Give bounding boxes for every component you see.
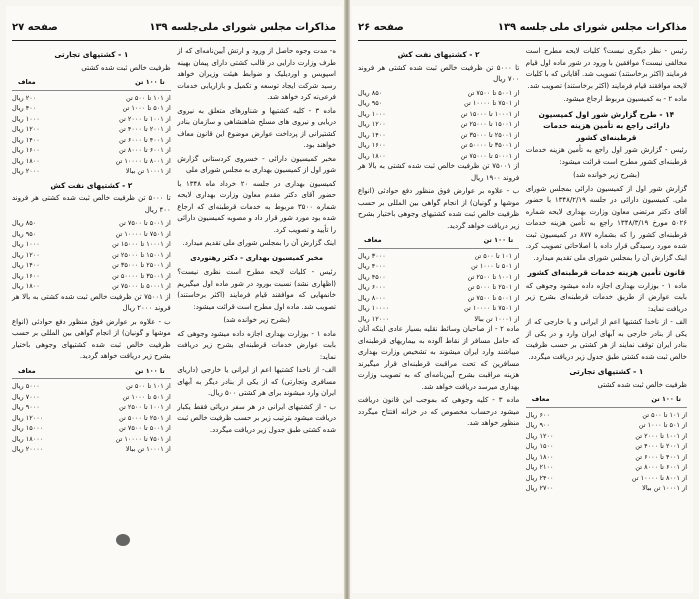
paragraph: ب - از کشتیهای ایرانی در هر سفر دریائی فقط یکبار دریافت میشود بترتیب زیر بر حسب ظرفیت خالص ثبت شده کشتی طبق جدول زیر دریافت میگردد.: [177, 402, 336, 434]
table-row: [12, 239, 171, 250]
session-number: جلسه ۱۳۹: [149, 22, 199, 33]
table-row: [526, 431, 687, 442]
text-column: [177, 46, 336, 589]
table-cell-range: از ۱۰۰۱ تا ۲۰۰۰ تن: [119, 114, 171, 123]
table-cell-range: تا ۱۰۰ تن: [483, 236, 514, 244]
table-cell-value: ۲۰۰ ریال: [12, 93, 37, 102]
paragraph: ظرفیت خالص ثبت شده کشتی: [597, 380, 687, 389]
table-cell-value: ۳۰۰۰ ریال: [358, 251, 386, 260]
section-heading: ۱ - کشتیهای تجارتی: [54, 50, 129, 59]
table-row: [358, 293, 519, 304]
table-header-row: [12, 76, 171, 91]
table-cell-range: از ۵۰۱ تا ۱۰۰۰ تن: [122, 104, 171, 112]
table-row: [12, 135, 171, 146]
paragraph: ب - علاوه بر عوارض فوق منظور دفع حوادثی (انواع موشها و گونیان) از انجام گواهی بین المللی بر حسب ظرفیت خالص ثبت شده کشتیهای وجوهی باختیار بشرح زیر دریافت خواهد گردید.: [12, 317, 171, 360]
paragraph: ماده ۱ - بوزارت بهداری اجازه داده میشود وجوهی که بابت عوارض خدمات قرطبنه‌ای بشرح زیر دریافت نماید:: [177, 329, 336, 361]
header-rule: [12, 40, 336, 41]
table-cell-range: از ۱۵۰۰۱ تا ۲۵۰۰۰ تن: [460, 120, 520, 128]
table-cell-range: از ۱۰۰۱ تا ۲۵۰۰ تن: [119, 403, 171, 411]
table-row: [12, 166, 171, 177]
table-cell-range: از ۱۰۰۱ تا ۲۰۰۰ تن: [635, 431, 687, 440]
table-cell-value: ۱۸۰۰ ریال: [358, 151, 386, 160]
table-row: [12, 145, 171, 156]
table-cell-value: ۹۰۰ ریال: [525, 421, 550, 429]
paragraph: رئیس - گزارش شور اول راجع به تأمین هزینه خدمات قرطبنه‌ای کشور مطرح است قرائت میشود:: [525, 146, 687, 166]
ink-stain: [116, 534, 130, 546]
book-gutter: [344, 0, 350, 599]
table-cell-range: از ۱۰۰۰۱ تن ببالا: [642, 484, 687, 492]
table-cell-value: ۸۵۰ ریال: [12, 219, 37, 227]
table-cell-range: تا ۱۰۰ تن: [135, 366, 165, 375]
page-header: [358, 22, 687, 38]
table-row: [12, 124, 171, 135]
table-cell-value: ۱۲۰۰۰ ریال: [12, 413, 44, 422]
table-row: [12, 260, 171, 271]
centered-note: (بشرح زیر خوانده شد): [223, 316, 290, 324]
table-row: [526, 473, 687, 484]
table-cell-value: ۶۰۰۰ ریال: [358, 283, 386, 291]
table-cell-value: ۵۰۰۰ ریال: [12, 382, 40, 390]
table-row: [358, 140, 519, 151]
table-cell-value: ۱۲۰۰۰ ریال: [358, 314, 390, 323]
table-cell-range: از ۲۵۰۱ تا ۵۰۰۰ تن: [467, 283, 520, 291]
table-row: [526, 441, 687, 452]
left-page: [6, 6, 342, 593]
table-cell-range: از ۲۵۰۰۱ تا ۳۵۰۰۰ تن: [112, 261, 171, 269]
text-columns: [358, 46, 687, 589]
table-cell-value: ۱۴۰۰ ریال: [12, 261, 40, 269]
table-cell-range: از ۳۵۰۰۱ تا ۵۰۰۰۰ تن: [112, 271, 171, 280]
section-heading: قانون تأمین هزینه خدمات قرطبنه‌ای کشور: [527, 268, 686, 277]
table-cell-value: ۲۱۰۰ ریال: [525, 463, 554, 471]
paragraph: کمیسیون بهداری در جلسه ۲۰ خرداد ماه ۱۳۴۸ با حضور آقای دکتر مقدم معاون وزارت بهداری لایحه شماره ۳۵۰۰ مربوط به خدمات قرطبنه‌ای که ارجاع شده بود مورد شور قرار داد و مصوبه کمیسیون دارائی را تأیید و تصویب کرد.: [177, 179, 336, 234]
table-row: [12, 103, 171, 114]
table-cell-value: ۱۲۰۰ ریال: [358, 120, 386, 128]
table-cell-range: از ۵۰۰۱ تا ۷۵۰۰ تن: [467, 88, 520, 97]
table-cell-value: ۱۴۰۰ ریال: [358, 130, 386, 139]
section-heading: ۲ - کشتیهای نفت کش: [397, 50, 480, 59]
table-row: [12, 114, 171, 125]
table-cell-value: معاف: [364, 236, 382, 244]
table-cell-value: ۱۶۰۰ ریال: [12, 271, 40, 280]
paragraph: ماده ۲ - از صاحبان وسائط نقلیه بسیار عادی اینکه آنان که حامل مسافر از نقاط آلوده به بیماریهای قرطبنه‌ای میباشند وارد ایران میشوند به تشخیص وزارت بهداری مسافرین که تحت مراقبت قرطبنه‌ای قرار میگیرند هزینه مراقبت بشرح آیین‌نامه‌ای که به تصویب وزارت بهداری میرسد دریافت خواهد شد.: [358, 325, 520, 391]
table-row: [12, 434, 171, 445]
paragraph: ب - علاوه بر عوارض فوق منظور دفع حوادثی (انواع موشها و گونیان) از انجام گواهی بین المللی بر حسب ظرفیت خالص ثبت شده کشتیهای وجوهی باختیار بشرح زیر دریافت خواهد گردید.: [358, 187, 520, 230]
paragraph: اینک گزارش آن را بمجلس شورای ملی تقدیم میدارد.: [182, 239, 336, 247]
table-cell-range: از ۷۵۰۱ تا ۱۰۰۰۰ تن: [115, 434, 171, 443]
table-cell-value: ۱۰۰۰ ریال: [12, 240, 40, 248]
text-column: [358, 46, 519, 589]
table-cell-value: ۱۵۰۰ ریال: [525, 442, 554, 450]
table-cell-value: ۱۲۰۰ ریال: [12, 250, 40, 259]
table-row: [358, 151, 519, 162]
page-header: [12, 22, 336, 38]
table-cell-value: ۲۷۰۰ ریال: [525, 484, 554, 492]
table-row: [358, 109, 519, 120]
table-row: [358, 98, 519, 109]
text-column: [12, 46, 171, 589]
paragraph: الف - از ناخدا کشتیها اعم از ایرانی و یا خارجی که از یکی از بنادر خارجی به آبهای ایران وارد و در یکی از بنادر ایران توقف نمایند از هر کشتی بر حسب ظرفیت خالص ثبت شده کشتی طبق جدول زیر دریافت میگردد.: [525, 318, 687, 361]
paragraph: رئیس - کلیات لایحه مطرح است نظری نیست؟ (اظهاری نشد) نسبت بورود در شور ماده اول میگیریم خانمهایی که موافقند قیام فرمایند (اکثر برخاستند) تصویب شد. ماده اول مطرح است قرائت میشود:: [177, 268, 336, 311]
table-cell-range: از ۱۰۰۰۱ تن ببالا: [474, 314, 520, 323]
table-row: [12, 229, 171, 240]
table-row: [526, 452, 687, 463]
table-cell-value: ۸۰۰۰ ریال: [358, 293, 386, 302]
table-cell-range: از ۶۰۰۱ تا ۸۰۰۰ تن: [635, 463, 687, 471]
table-cell-range: از ۶۰۰۱ تا ۸۰۰۰ تن: [119, 146, 171, 154]
table-cell-value: ۱۰۰۰ ریال: [12, 114, 40, 123]
table-row: [358, 261, 519, 272]
table-row: [12, 413, 171, 424]
table-row: [358, 282, 519, 293]
table-cell-value: ۲۴۰۰ ریال: [525, 473, 554, 482]
page-number: صفحه ۲۷: [12, 22, 58, 33]
table-cell-range: از ۷۵۰۱ تا ۱۰۰۰۰ تن: [464, 304, 520, 312]
paragraph: تا ۵۰۰۰ تن ظرفیت خالص ثبت شده کشتی هر فروند ۷۰۰ ریال: [358, 63, 520, 83]
table-cell-range: تا ۱۰۰ تن: [135, 78, 165, 86]
table-cell-range: از ۱۰۰۰۱ تا ۱۵۰۰۰ تن: [460, 109, 520, 118]
table-row: [358, 251, 519, 262]
paragraph: مخبر کمیسیون دارائی - خسروی کردستانی گزارش شور اول از کمیسیون بهداری به مجلس شورای ملی: [177, 154, 336, 174]
table-row: [12, 250, 171, 261]
running-title: مذاکرات مجلس شورای ملی: [549, 22, 687, 33]
table-cell-range: از ۸۰۰۱ تا ۱۰۰۰۰ تن: [115, 156, 171, 165]
table-cell-value: معاف: [531, 395, 550, 403]
table-cell-value: ۱۰۰۰ ریال: [358, 109, 386, 118]
table-row: [526, 483, 687, 494]
paragraph: از ۷۵۰۰۱ تن ظرفیت خالص ثبت شده کشتی به بالا هر فروند ۱۹۰۰ ریال: [358, 162, 520, 182]
centered-note: (بشرح زیر خوانده شد): [573, 171, 640, 179]
table-cell-range: از ۱۰۱ تا ۵۰۰ تن: [642, 410, 687, 419]
table-cell-range: از ۵۰۰۱ تا ۷۵۰۰ تن: [119, 424, 171, 432]
paragraph: ماده ۳ - کلیه وجوهی که بموجب این قانون دریافت میشود درحساب مخصوص که در خزانه افتتاح میگردد منظور خواهد شد.: [358, 396, 520, 427]
table-cell-value: ۲۰۰۰ ریال: [12, 167, 40, 175]
table-row: [526, 462, 687, 473]
table-cell-range: از ۴۰۰۱ تا ۶۰۰۰ تن: [635, 452, 687, 461]
table-row: [358, 314, 519, 325]
table-cell-range: از ۲۵۰۰۱ تا ۳۵۰۰۰ تن: [460, 130, 520, 139]
table-cell-value: ۱۶۰۰ ریال: [12, 146, 40, 154]
table-row: [526, 410, 687, 421]
table-cell-value: ۴۰۰۰ ریال: [358, 262, 386, 270]
table-cell-range: از ۱۰۰۰۱ تن ببالا: [125, 445, 171, 453]
section-heading: ۱۴ - طرح گزارش شور اول کمیسیون دارائی راجع به تأمین هزینه خدمات قرطبنه‌ای کشور: [538, 109, 675, 142]
paragraph: ه- مدت وجوه حاصل از ورود و ارتش آیین‌نامه‌ای که از طرف وزارت دارایی در قالب کشتی دارای پیمان بهینه اسپویس و اوردیلیک و ضوابط هیئت وزیران خواهد رسید شرکت ایجاد توسعه و تکمیل و بازاریابی خدمات فرعی‌نه کرد خواهد شد.: [177, 47, 336, 101]
table-row: [12, 218, 171, 229]
table-cell-value: ۱۸۰۰ ریال: [525, 452, 554, 461]
paragraph: گزارش شور اول از کمیسیون دارائی بمجلس شورای ملی. کمیسیون دارائی در جلسه ۱۳۴۸/۲/۱۹ با حضور آقای دکتر مرتضی معاون وزارت بهداری لایحه شماره ۵۰۲۶ مورخ ۱۳۴۸/۳/۱۹ راجع به تأمین هزینه خدمات قرطبنه‌ای کشور را که بشماره ۸۷۷ در کمیسیون ثبت شده مورد رسیدگی قرار داده با اصلاحاتی تصویب کرد. اینک گزارش آن را بمجلس شورای ملی تقدیم میدارد.: [525, 184, 687, 262]
table-cell-range: از ۴۰۰۱ تا ۶۰۰۰ تن: [119, 135, 171, 144]
table-cell-value: معاف: [18, 78, 36, 86]
table-cell-value: ۲۰۰۰۰ ریال: [12, 445, 44, 453]
paragraph: از ۷۵۰۰۱ تن ظرفیت خالص ثبت شده کشتی به بالا هر فروند ۲۰۰۰ ریال: [12, 292, 171, 312]
table-cell-value: ۱۸۰۰ ریال: [12, 156, 40, 165]
table-cell-range: از ۱۰۱ تا ۵۰۰ تن: [126, 93, 171, 102]
table-cell-value: ۱۲۰۰ ریال: [12, 125, 40, 133]
paragraph: ظرفیت خالص ثبت شده کشتی: [81, 63, 171, 72]
table-cell-range: از ۷۵۰۱ تا ۱۰۰۰۰ تن: [115, 229, 171, 238]
table-cell-range: از ۱۰۰۰۱ تن ببالا: [125, 167, 171, 175]
table-cell-value: معاف: [18, 366, 36, 375]
paragraph: ماده ۱ - بوزارت بهداری اجازه داده میشود وجوهی که بابت عوارض از طریق خدمات قرطبنه‌ای بشرح زیر دریافت نماید:: [525, 281, 687, 313]
table-cell-range: از ۲۵۰۱ تا ۵۰۰۰ تن: [119, 413, 171, 422]
table-cell-range: از ۵۰۰۱ تا ۷۵۰۰ تن: [467, 293, 520, 302]
table-cell-range: از ۵۰۰۰۱ تا ۷۵۰۰۰ تن: [112, 282, 171, 290]
table-cell-value: ۱۰۰۰۰ ریال: [358, 304, 390, 312]
table-cell-value: ۹۵۰ ریال: [358, 99, 383, 107]
paragraph: الف- از ناخدا کشتیها اعم از ایرانی یا خارجی (داریای مسافری وتجارتی) که از یکی از بنادر دیگر به آبهای ایران وارد میشوند برای هر کشتی ۵۰۰ ریال.: [177, 366, 336, 397]
table-row: [358, 88, 519, 99]
table-cell-value: ۴۰۰ ریال: [12, 104, 37, 112]
table-row: [12, 444, 171, 455]
page-number: صفحه ۲۶: [358, 22, 404, 33]
table-header-row: [526, 393, 687, 408]
table-cell-value: ۸۵۰ ریال: [358, 88, 383, 97]
right-page: [352, 6, 693, 593]
table-row: [12, 271, 171, 282]
table-cell-range: از ۵۰۰۱ تا ۷۵۰۰ تن: [119, 219, 171, 227]
table-cell-range: از ۱۰۰۱ تا ۲۵۰۰ تن: [467, 272, 520, 281]
table-cell-range: از ۳۵۰۰۱ تا ۵۰۰۰۰ تن: [460, 141, 520, 149]
text-column: [526, 46, 687, 589]
table-cell-range: از ۱۰۱ تا ۵۰۰ تن: [126, 382, 171, 390]
table-row: [12, 392, 171, 403]
running-title: مذاکرات مجلس شورای ملی: [198, 22, 336, 33]
table-row: [526, 420, 687, 431]
section-heading: ۱ - کشتیهای تجارتی: [569, 367, 644, 376]
table-cell-value: ۱۵۰۰۰ ریال: [12, 424, 44, 432]
table-cell-range: از ۱۰۰۰۱ تا ۱۵۰۰۰ تن: [112, 240, 171, 248]
paragraph: ماده ۲ - به کمیسیون مربوط ارجاع میشود.: [563, 95, 687, 103]
table-cell-value: ۹۰۰۰ ریال: [12, 403, 40, 411]
table-header-row: [358, 234, 519, 249]
table-cell-value: ۶۰۰ ریال: [525, 410, 550, 419]
table-row: [358, 303, 519, 314]
table-cell-range: تا ۱۰۰ تن: [651, 395, 681, 403]
table-row: [12, 281, 171, 292]
paragraph: تا ۵۰۰۰ تن ظرفیت خالص ثبت شده کشتی هر فروند ۴۰۰ ریال: [12, 194, 171, 214]
table-row: [12, 93, 171, 104]
paragraph: رئیس - نظر دیگری نیست؟ کلیات لایحه مطرح است مخالفی نیست؟ موافقین با ورود در شور ماده اول قیام فرمایند (اکثر برخاستند) تصویب شد. آقایانی که با کلیات لایحه موافقند قیام فرمایند (اکثر برخاستند) تصویب شد.: [525, 47, 687, 90]
table-cell-range: از ۱۰۱ تا ۵۰۰ تن: [474, 251, 520, 260]
table-row: [12, 402, 171, 413]
session-number: جلسه ۱۳۹: [497, 22, 548, 33]
table-row: [12, 423, 171, 434]
table-cell-value: ۱۲۰۰ ریال: [525, 431, 554, 440]
paragraph: ماده ۳ - کلیه کشتیها و شناورهای متعلق به نیروی دریایی و نیروی های مسلح شاهنشاهی و سازمان بنادر کشتیرانی از پرداخت عوارض موضوع این قانون معاف خواهند بود.: [177, 106, 336, 149]
table-cell-range: از ۸۰۰۱ تا ۱۰۰۰۰ تن: [631, 473, 687, 482]
table-cell-range: از ۵۰۰۰۱ تا ۷۵۰۰۰ تن: [460, 151, 520, 160]
text-columns: [12, 46, 336, 589]
table-cell-value: ۹۵۰ ریال: [12, 229, 37, 238]
table-row: [358, 119, 519, 130]
table-row: [12, 156, 171, 167]
table-row: [12, 381, 171, 392]
table-cell-range: از ۲۰۰۱ تا ۴۰۰۰ تن: [635, 442, 687, 450]
table-cell-range: از ۲۰۰۱ تا ۴۰۰۰ تن: [119, 125, 171, 133]
table-cell-value: ۱۸۰۰ ریال: [12, 282, 40, 290]
signature-line: مخبر کمیسیون بهداری - دکتر رهنوردی: [190, 253, 324, 262]
table-cell-range: از ۱۵۰۰۱ تا ۲۵۰۰۰ تن: [112, 250, 171, 259]
header-rule: [358, 40, 687, 41]
table-cell-range: از ۵۰۱ تا ۱۰۰۰ تن: [470, 262, 520, 270]
table-header-row: [12, 365, 171, 380]
table-cell-range: از ۵۰۱ تا ۱۰۰۰ تن: [638, 421, 687, 429]
table-row: [358, 272, 519, 283]
table-cell-range: از ۵۰۱ تا ۱۰۰۰ تن: [122, 392, 171, 401]
table-cell-range: از ۷۵۰۱ تا ۱۰۰۰۰ تن: [464, 99, 520, 107]
table-row: [358, 130, 519, 141]
table-cell-value: ۱۶۰۰ ریال: [358, 141, 386, 149]
table-cell-value: ۴۵۰۰ ریال: [358, 272, 386, 281]
table-cell-value: ۱۸۰۰۰ ریال: [12, 434, 44, 443]
table-cell-value: ۱۴۰۰ ریال: [12, 135, 40, 144]
table-cell-value: ۷۰۰۰ ریال: [12, 392, 40, 401]
section-heading: ۲ - کشتیهای نفت کش: [50, 180, 133, 190]
